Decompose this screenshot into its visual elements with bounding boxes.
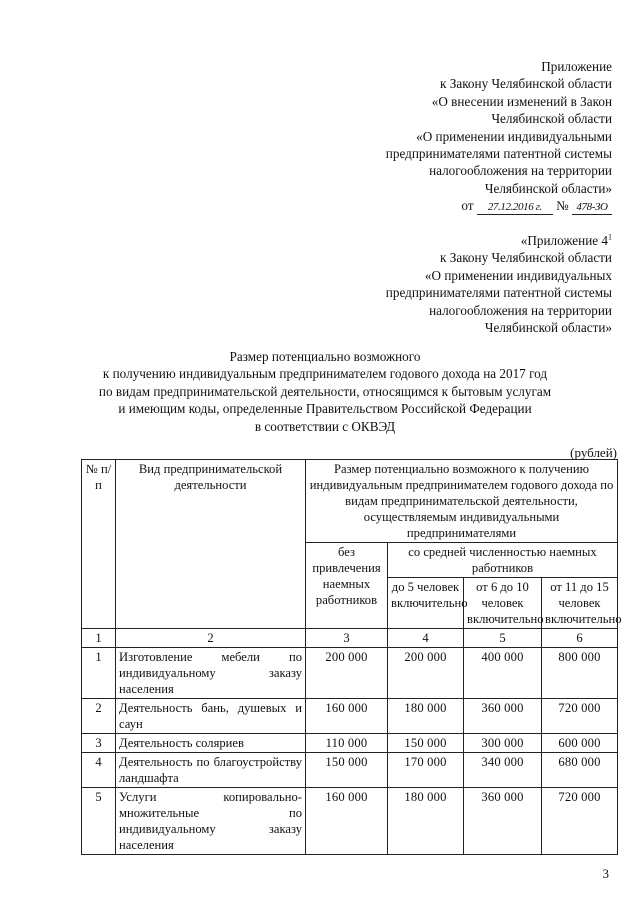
row-value-up-to-5: 170 000 (388, 753, 464, 788)
annex4-line: «О применении индивидуальных (424, 267, 612, 283)
row-activity: Услуги копировально-множительные по индивидуальному заказу населения (116, 788, 306, 855)
row-value-6-to-10: 340 000 (464, 753, 542, 788)
row-value-no-employees: 110 000 (306, 734, 388, 753)
header-activity: Вид предпринимательской деятельности (116, 460, 306, 629)
annex-line: налогообложения на территории (429, 163, 612, 179)
number-label: № (556, 198, 569, 214)
annex-number: 478-ЗО (572, 201, 612, 215)
column-number: 3 (306, 629, 388, 648)
annex-line: «О внесении изменений в Закон (431, 93, 612, 109)
annex-block (386, 58, 612, 215)
annex4-superscript: 1 (608, 232, 612, 242)
table-row (82, 753, 618, 788)
page-number: 3 (602, 866, 609, 881)
heading-line: по видам предпринимательской деятельности, относящимся к бытовым услугам (98, 383, 552, 399)
annex4-line: Челябинской области» (484, 320, 612, 336)
row-value-up-to-5: 180 000 (388, 699, 464, 734)
column-number: 4 (388, 629, 464, 648)
annex-line: Приложение (541, 59, 612, 74)
annex-line: «О применении индивидуальными (416, 128, 612, 144)
annex4-line: предпринимателями патентной системы (385, 285, 612, 301)
row-value-up-to-5: 200 000 (388, 648, 464, 699)
header-num: № п/п (82, 460, 116, 629)
income-table (81, 459, 622, 855)
header-row (82, 460, 618, 543)
column-number-row (82, 629, 618, 648)
column-number: 1 (82, 629, 116, 648)
table-heading (80, 348, 570, 435)
row-value-no-employees: 200 000 (306, 648, 388, 699)
row-num: 1 (82, 648, 116, 699)
header-up-to-5: до 5 человек включительно (388, 578, 464, 629)
column-number: 5 (464, 629, 542, 648)
row-num: 2 (82, 699, 116, 734)
table-row (82, 699, 618, 734)
from-label: от (461, 198, 474, 214)
row-activity: Деятельность бань, душевых и саун (116, 699, 306, 734)
annex-line: Челябинской области (491, 111, 612, 127)
heading-line: и имеющим коды, определенные Правительством Российской Федерации (118, 401, 532, 417)
annex-date: 27.12.2016 г. (477, 201, 553, 215)
annex-date-line (386, 197, 612, 215)
table-row (82, 648, 618, 699)
row-value-no-employees: 160 000 (306, 699, 388, 734)
column-number: 2 (116, 629, 306, 648)
table-row (82, 734, 618, 753)
table-row (82, 788, 618, 855)
row-num: 4 (82, 753, 116, 788)
annex4-title: «Приложение 4 (520, 233, 608, 248)
header-income: Размер потенциально возможного к получению индивидуальным предпринимателем годового дохода по видам предпринимательской деятельности, осуществляемым индивидуальными предпринимателями (306, 460, 618, 543)
row-value-no-employees: 150 000 (306, 753, 388, 788)
row-num: 5 (82, 788, 116, 855)
annex-line: Челябинской области» (484, 180, 612, 196)
annex4-title-line (386, 232, 612, 249)
row-value-11-to-15: 680 000 (542, 753, 618, 788)
header-with-employees: со средней численностью наемных работников (388, 543, 618, 578)
row-value-up-to-5: 180 000 (388, 788, 464, 855)
row-value-6-to-10: 360 000 (464, 699, 542, 734)
annex-line: предпринимателями патентной системы (385, 146, 612, 162)
row-value-11-to-15: 800 000 (542, 648, 618, 699)
column-number: 6 (542, 629, 618, 648)
annex4-block (386, 232, 612, 336)
row-value-11-to-15: 720 000 (542, 699, 618, 734)
row-value-11-to-15: 600 000 (542, 734, 618, 753)
header-6-to-10: от 6 до 10 человек включительно (464, 578, 542, 629)
row-activity: Деятельность соляриев (116, 734, 306, 753)
row-value-6-to-10: 360 000 (464, 788, 542, 855)
unit-note: (рублей) (570, 445, 617, 460)
row-num: 3 (82, 734, 116, 753)
row-value-11-to-15: 720 000 (542, 788, 618, 855)
row-value-no-employees: 160 000 (306, 788, 388, 855)
row-activity: Изготовление мебели по индивидуальному заказу населения (116, 648, 306, 699)
row-value-6-to-10: 400 000 (464, 648, 542, 699)
header-no-employees: без привлечения наемных работников (306, 543, 388, 629)
annex4-line: к Закону Челябинской области (440, 250, 612, 266)
heading-line: к получению индивидуальным предпринимателем годового дохода на 2017 год (102, 366, 548, 382)
row-activity: Деятельность по благоустройству ландшафта (116, 753, 306, 788)
header-11-to-15: от 11 до 15 человек включительно (542, 578, 618, 629)
annex4-line: налогообложения на территории (429, 302, 612, 318)
row-value-up-to-5: 150 000 (388, 734, 464, 753)
row-value-6-to-10: 300 000 (464, 734, 542, 753)
heading-line: Размер потенциально возможного (229, 349, 421, 364)
heading-line: в соответствии с ОКВЭД (254, 418, 396, 434)
annex-line: к Закону Челябинской области (440, 76, 612, 92)
